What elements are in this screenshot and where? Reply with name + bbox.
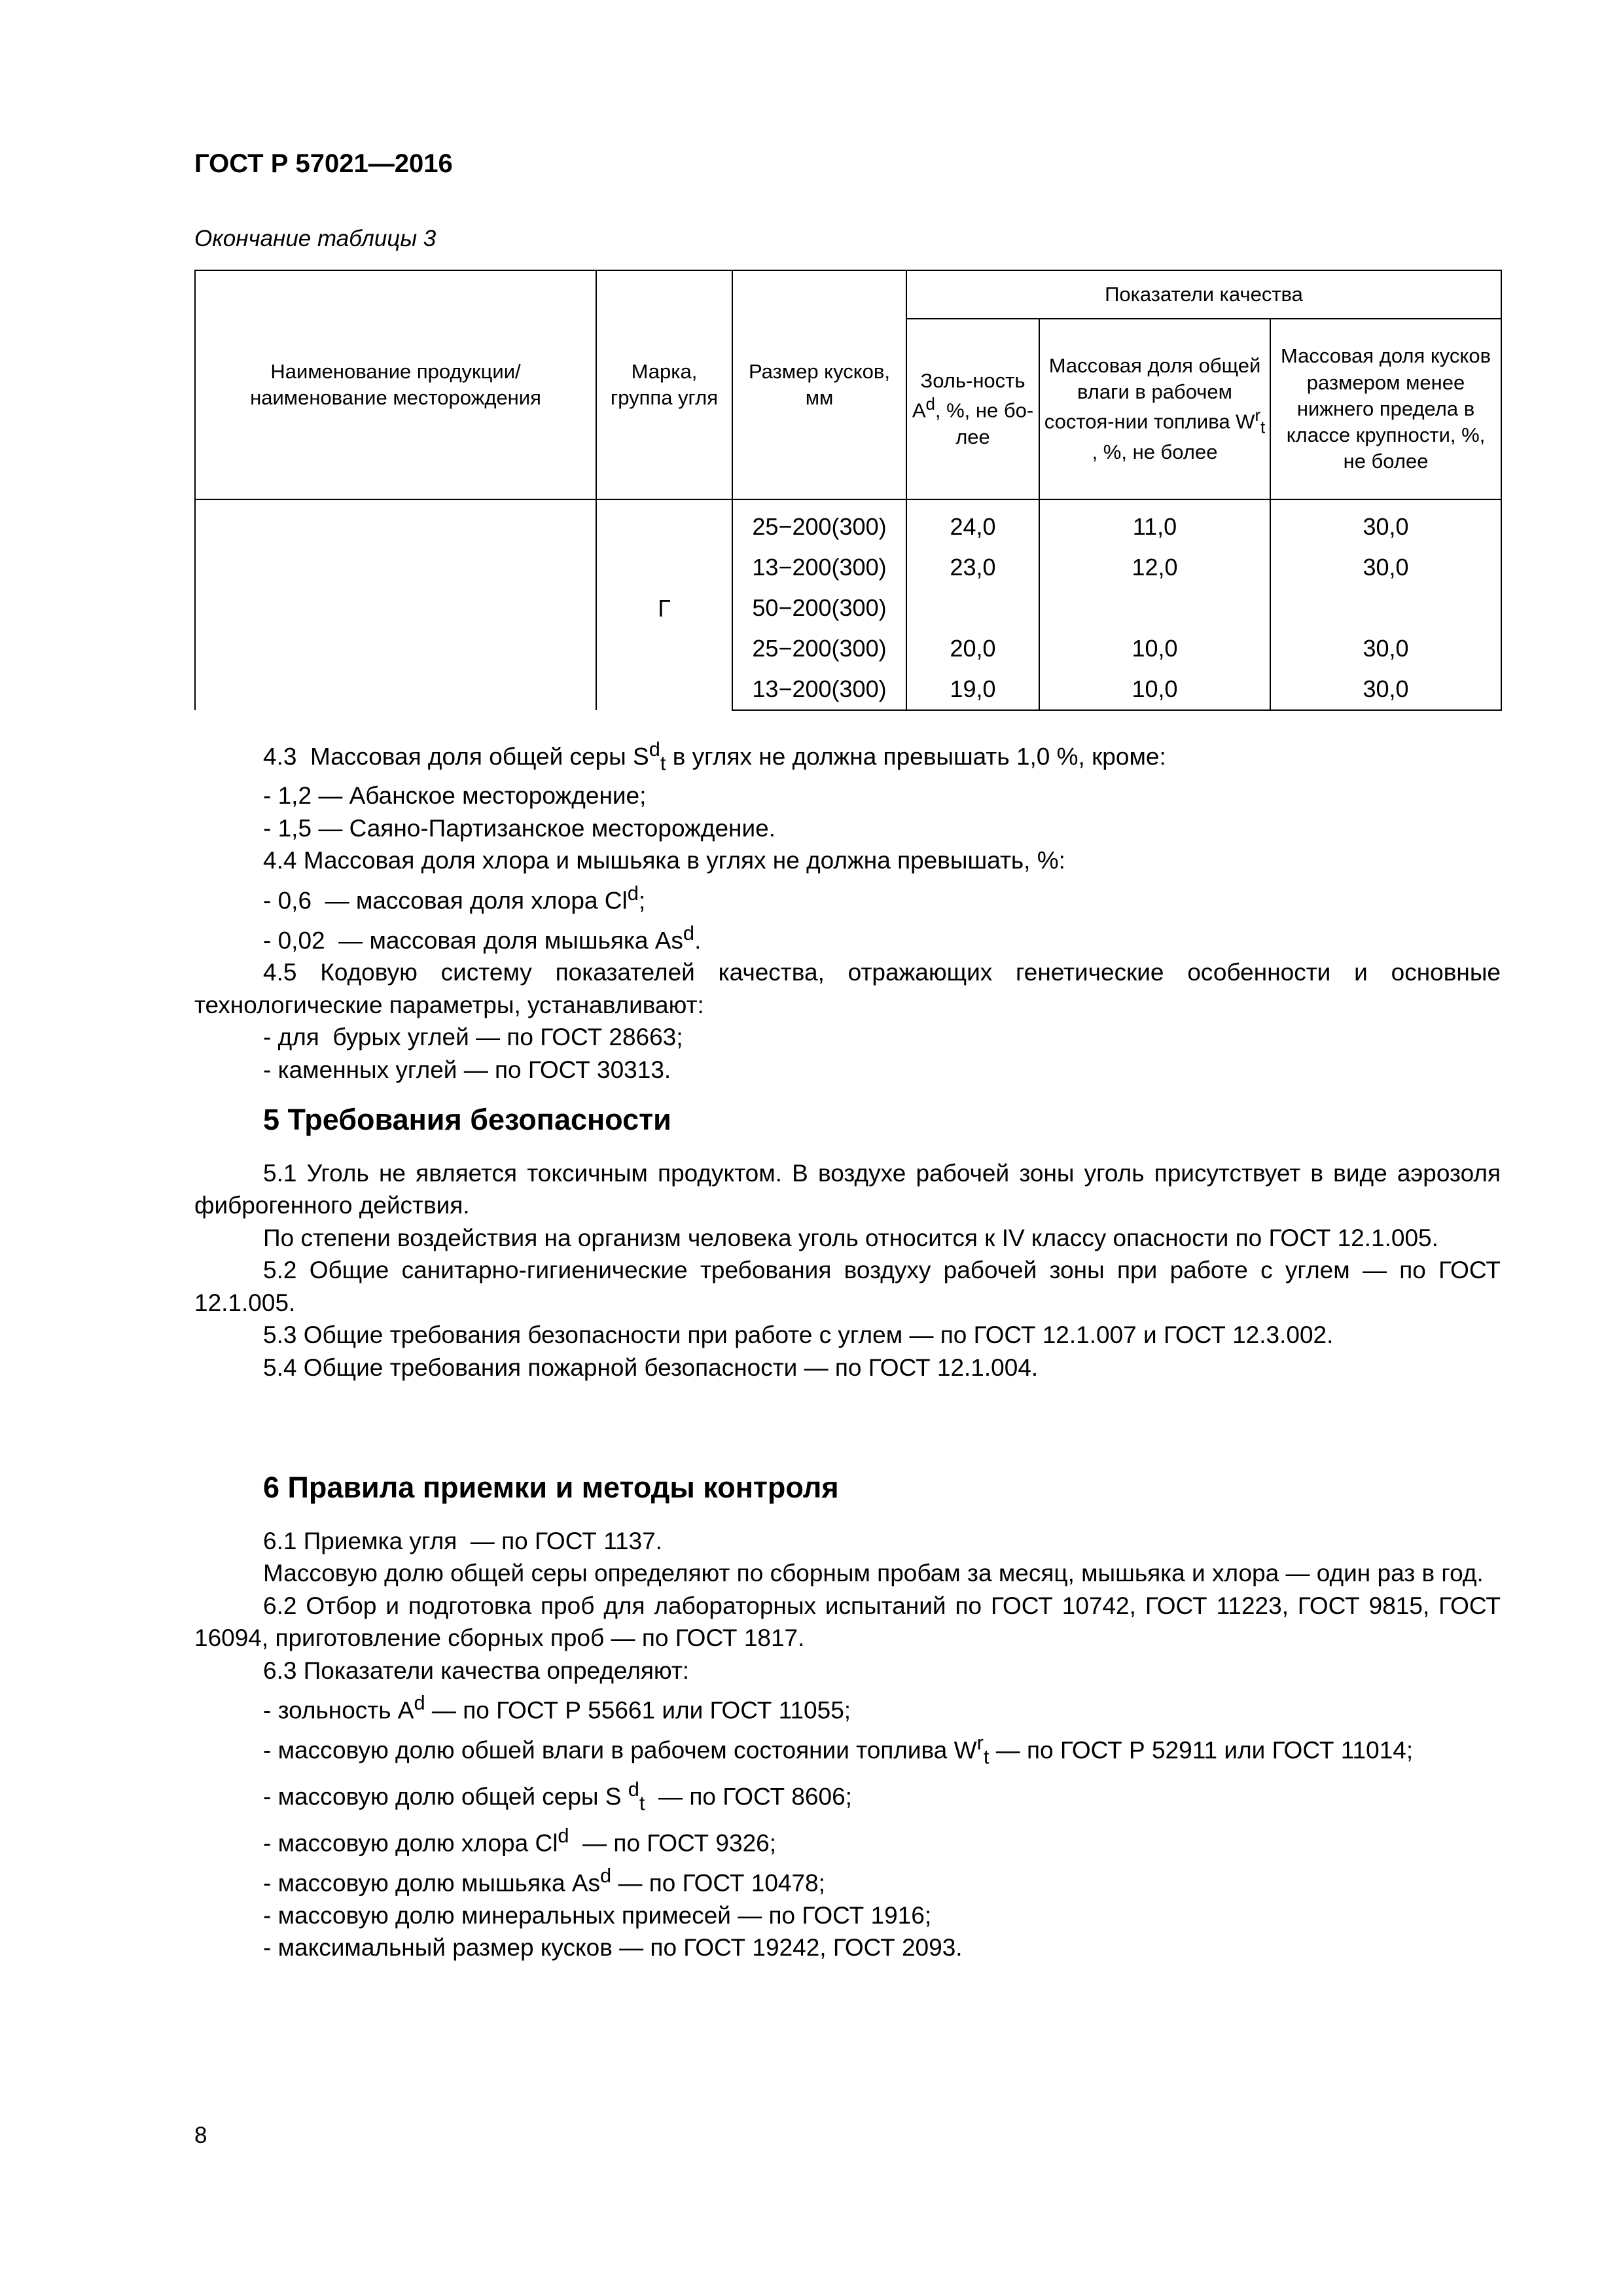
- cell-fines: 30,0: [1270, 507, 1501, 547]
- header-product: Наименование продукции/ наименование месторождения: [195, 270, 596, 499]
- section-5-heading: 5 Требования безопасности: [263, 1103, 671, 1136]
- paragraph: - 1,2 — Абанское месторождение;: [263, 782, 647, 810]
- table-row: [195, 507, 1501, 547]
- cell-size: 50−200(300): [732, 588, 906, 628]
- cell-ash: 20,0: [906, 628, 1039, 669]
- paragraph: - 0,02 — массовая доля мышьяка As$^d$.: [263, 921, 702, 954]
- cell-fines: 30,0: [1270, 547, 1501, 588]
- header-ash: Золь-ность $A^d$, %, не бо-лее: [906, 319, 1039, 499]
- paragraph: 6.1 Приемка угля — по ГОСТ 1137.: [263, 1527, 662, 1554]
- cell-moisture: 10,0: [1039, 669, 1270, 710]
- paragraph: - 1,5 — Саяно-Партизанское месторождение.: [263, 814, 776, 842]
- header-size: Размер кусков, мм: [732, 270, 906, 499]
- section-6-body: [194, 1525, 1501, 1964]
- page-number: 8: [194, 2123, 207, 2148]
- paragraph: По степени воздействия на организм человека уголь относится к IV классу опасности по ГОСТ 12.1.005.: [263, 1224, 1438, 1251]
- paragraph: 4.3 Массовая доля общей серы $S^d_t$ в углях не должна превышать 1,0 %, кроме:: [263, 738, 1166, 775]
- paragraph: - массовую долю минеральных примесей — по ГОСТ 1916;: [263, 1901, 932, 1929]
- paragraph: - массовую долю мышьяка As$^d$ — по ГОСТ 10478;: [263, 1864, 825, 1897]
- paragraph: 5.4 Общие требования пожарной безопасности — по ГОСТ 12.1.004.: [263, 1354, 1039, 1381]
- paragraph: 5.3 Общие требования безопасности при работе с углем — по ГОСТ 12.1.007 и ГОСТ 12.3.002.: [263, 1321, 1334, 1348]
- header-gap: [195, 499, 1501, 507]
- paragraph: Массовую долю общей серы определяют по сборным пробам за месяц, мышьяка и хлора — один раз в год.: [263, 1560, 1484, 1587]
- paragraph: 4.5 Кодовую систему показателей качества, отражающих генетические особенности и основные технологические параметры, устанавливают:: [194, 959, 1501, 1018]
- cell-size: 25−200(300): [732, 507, 906, 547]
- paragraph: - каменных углей — по ГОСТ 30313.: [263, 1056, 671, 1083]
- paragraph: - максимальный размер кусков — по ГОСТ 19242, ГОСТ 2093.: [263, 1934, 963, 1962]
- cell-moisture: 10,0: [1039, 628, 1270, 669]
- requirements-block: [194, 733, 1501, 1086]
- paragraph: 6.3 Показатели качества определяют:: [263, 1657, 690, 1684]
- cell-ash: [906, 588, 1039, 628]
- paragraph: 5.1 Уголь не является токсичным продуктом. В воздухе рабочей зоны уголь присутствует в виде аэрозоля фиброгенного действия.: [194, 1159, 1501, 1219]
- header-quality-group: Показатели качества: [906, 270, 1501, 319]
- cell-grade: Г: [596, 507, 732, 710]
- cell-product: [195, 507, 596, 710]
- cell-size: 13−200(300): [732, 547, 906, 588]
- section-6-heading: 6 Правила приемки и методы контроля: [263, 1471, 839, 1504]
- cell-moisture: [1039, 588, 1270, 628]
- quality-table: [194, 270, 1502, 711]
- cell-size: 25−200(300): [732, 628, 906, 669]
- section-5: [194, 1103, 1501, 1384]
- document-code: ГОСТ Р 57021—2016: [194, 149, 453, 178]
- paragraph: - массовую долю обшей влаги в рабочем состоянии топлива $W^r_t$ — по ГОСТ Р 52911 или ГОСТ 11014;: [263, 1731, 1414, 1768]
- section-5-body: [194, 1157, 1501, 1384]
- header-fines: Массовая доля кусков размером менее нижнего предела в классе крупности, %, не более: [1270, 319, 1501, 499]
- paragraph: 4.4 Массовая доля хлора и мышьяка в углях не должна превышать, %:: [263, 847, 1065, 874]
- section-6: [194, 1471, 1501, 1964]
- cell-moisture: 12,0: [1039, 547, 1270, 588]
- paragraph: - массовую долю общей серы S $^d_t$ — по ГОСТ 8606;: [263, 1778, 852, 1815]
- cell-ash: 23,0: [906, 547, 1039, 588]
- paragraph: - массовую долю хлора Cl$^d$ — по ГОСТ 9326;: [263, 1824, 777, 1857]
- paragraph: - для бурых углей — по ГОСТ 28663;: [263, 1024, 683, 1051]
- header-grade: Марка, группа угля: [596, 270, 732, 499]
- cell-ash: 19,0: [906, 669, 1039, 710]
- cell-fines: 30,0: [1270, 669, 1501, 710]
- cell-fines: 30,0: [1270, 628, 1501, 669]
- paragraph: 6.2 Отбор и подготовка проб для лабораторных испытаний по ГОСТ 10742, ГОСТ 11223, ГОСТ 9815, ГОСТ 16094, приготовление сборных проб — по ГОСТ 1817.: [194, 1592, 1501, 1651]
- cell-size: 13−200(300): [732, 669, 906, 710]
- cell-ash: 24,0: [906, 507, 1039, 547]
- paragraph: - зольность $A^d$ — по ГОСТ Р 55661 или ГОСТ 11055;: [263, 1691, 851, 1724]
- table-caption: Окончание таблицы 3: [194, 226, 437, 251]
- header-moisture: Массовая доля общей влаги в рабочем состоя-нии топлива $W^r_t$ , %, не более: [1039, 319, 1270, 499]
- paragraph: 5.2 Общие санитарно-гигиенические требования воздуху рабочей зоны при работе с углем — по ГОСТ 12.1.005.: [194, 1257, 1501, 1316]
- cell-fines: [1270, 588, 1501, 628]
- cell-moisture: 11,0: [1039, 507, 1270, 547]
- paragraph: - 0,6 — массовая доля хлора Cl$^d$;: [263, 881, 646, 914]
